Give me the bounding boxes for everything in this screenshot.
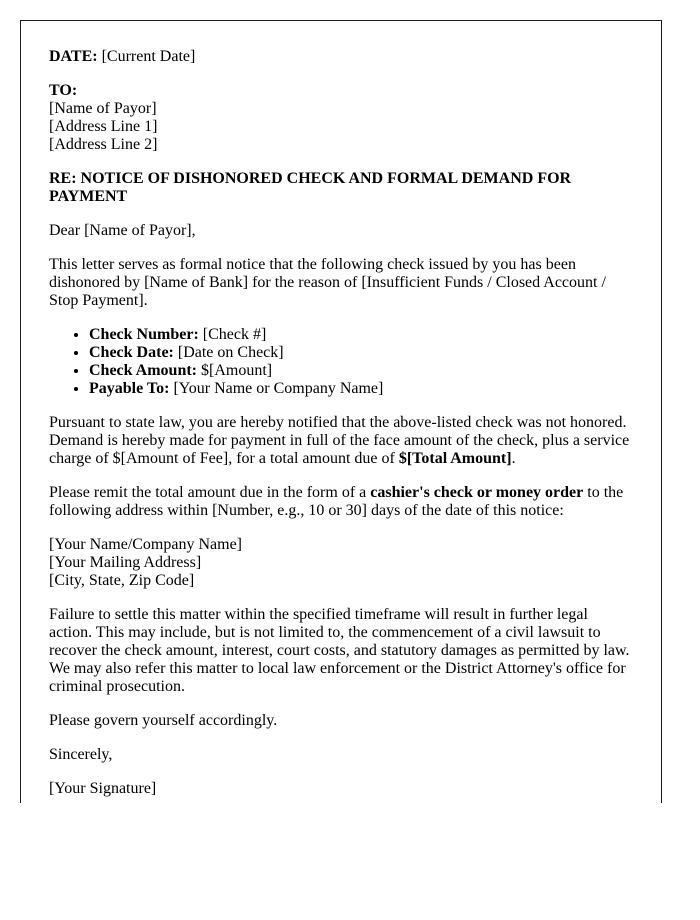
closing-line: Sincerely,	[49, 746, 113, 763]
signature-placeholder: [Your Signature]	[49, 780, 157, 797]
consequences-paragraph: Failure to settle this matter within the specified timeframe will result in further legal action. This may include, but is not limited to, the commencement of a civil lawsuit to recover the check amount, interest, court costs, and statutory damages as permitted by law. We may also refer this matter to local law enforcement or the District Attorney's office for criminal prosecution.	[49, 606, 630, 695]
recipient-name: [Name of Payor]	[49, 100, 157, 117]
letter-document	[20, 20, 662, 803]
demand-paragraph	[49, 414, 633, 468]
recipient-address-line-1: [Address Line 1]	[49, 118, 158, 135]
check-date-value: [Date on Check]	[177, 344, 284, 361]
intro-paragraph: This letter serves as formal notice that the following check issued by you has been dishonored by [Name of Bank] for the reason of [Insufficient Funds / Closed Account / Stop Payment].	[49, 256, 606, 309]
recipient-label: TO:	[49, 82, 78, 99]
subject-line: RE: NOTICE OF DISHONORED CHECK AND FORMAL DEMAND FOR PAYMENT	[49, 170, 572, 205]
remit-text-pre: Please remit the total amount due in the form of a	[49, 484, 371, 501]
check-date-label: Check Date:	[89, 344, 174, 361]
remit-address-street: [Your Mailing Address]	[49, 554, 202, 571]
remit-address-block	[49, 536, 633, 590]
check-amount-item	[89, 362, 633, 380]
check-number-value: [Check #]	[202, 326, 267, 343]
check-date-item	[89, 344, 633, 362]
check-amount-value: $[Amount]	[201, 362, 273, 379]
page-background	[0, 20, 700, 920]
check-details-list	[49, 326, 633, 398]
demand-text-post: .	[511, 450, 516, 467]
recipient-address-line-2: [Address Line 2]	[49, 136, 158, 153]
date-line	[49, 48, 633, 66]
total-amount-emphasis: $[Total Amount]	[398, 450, 512, 467]
date-value: [Current Date]	[101, 48, 196, 65]
demand-text-pre: Pursuant to state law, you are hereby notified that the above-listed check was not honored. Demand is hereby made for payment in full of the face amount of the check, plus a service charge of $[Amount of Fee], for a total amount due of	[49, 414, 630, 467]
payment-method-emphasis: cashier's check or money order	[370, 484, 584, 501]
check-amount-label: Check Amount:	[89, 362, 198, 379]
check-number-item	[89, 326, 633, 344]
date-label: DATE:	[49, 48, 98, 65]
govern-line: Please govern yourself accordingly.	[49, 712, 278, 729]
check-number-label: Check Number:	[89, 326, 199, 343]
remit-address-name: [Your Name/Company Name]	[49, 536, 243, 553]
remit-paragraph	[49, 484, 633, 520]
recipient-block	[49, 82, 633, 154]
remit-text-post: to the following address within [Number, e.g., 10 or 30] days of the date of this notice:	[49, 484, 624, 519]
payable-to-item	[89, 380, 633, 398]
payable-to-label: Payable To:	[89, 380, 170, 397]
payable-to-value: [Your Name or Company Name]	[173, 380, 384, 397]
remit-address-city: [City, State, Zip Code]	[49, 572, 195, 589]
salutation: Dear [Name of Payor],	[49, 222, 196, 239]
